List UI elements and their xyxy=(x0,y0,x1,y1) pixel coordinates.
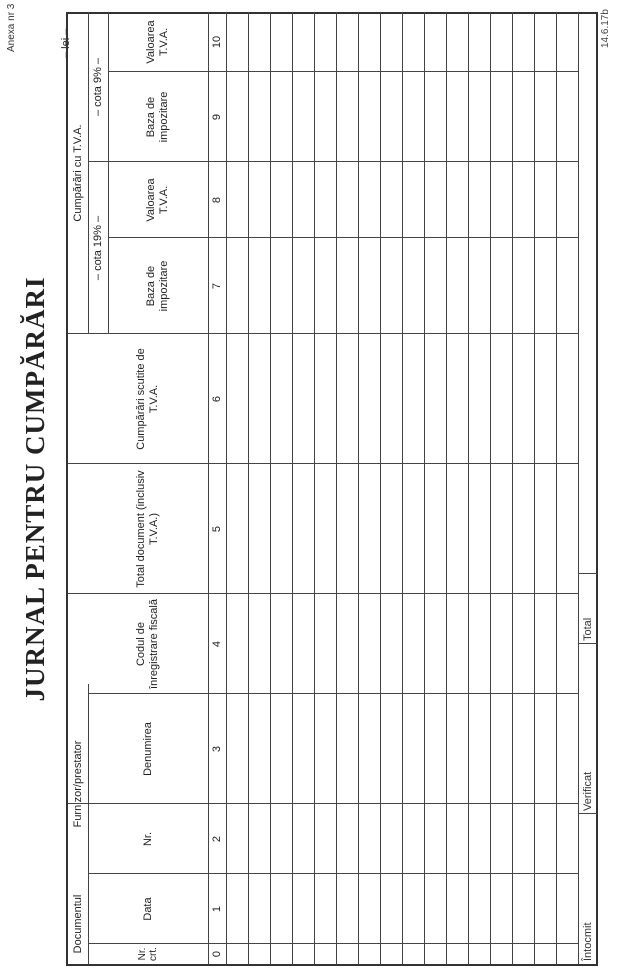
journal-title: JURNAL PENTRU CUMPĂRĂRI xyxy=(20,276,50,702)
column-number-cell: 3 xyxy=(210,745,223,753)
column-line xyxy=(208,463,578,464)
documentul-header: Documentul xyxy=(71,894,84,954)
table-row-line xyxy=(380,12,381,964)
column-line xyxy=(68,463,208,464)
column-number-cell: 9 xyxy=(210,113,223,121)
furnizor-header: Furnizor/prestator xyxy=(71,740,84,828)
column-number-cell: 2 xyxy=(210,835,223,843)
header-divider xyxy=(88,684,89,964)
table-row-line xyxy=(314,12,315,964)
column-line xyxy=(68,803,208,804)
column-line xyxy=(108,237,208,238)
column-number-cell: 6 xyxy=(210,395,223,403)
column-number-cell: 10 xyxy=(210,35,223,49)
column-line xyxy=(88,693,208,694)
form-code: 14.6.17b xyxy=(600,9,611,48)
total-document-header: Total document (inclusiv T.V.A.) xyxy=(135,470,160,588)
column-line xyxy=(208,593,578,594)
denumirea-header: Denumirea xyxy=(141,722,154,776)
table-row-line xyxy=(358,12,359,964)
column-line xyxy=(108,71,208,72)
footer-top-line xyxy=(578,12,579,964)
purchases-table xyxy=(66,12,598,966)
column-number-cell: 5 xyxy=(210,525,223,533)
verificat-label: Verificat xyxy=(581,771,594,811)
column-number-cell: 8 xyxy=(210,196,223,204)
cumparari-scutite-header: Cumpărări scutite de T.V.A. xyxy=(135,348,160,450)
currency-unit: – lei – xyxy=(60,28,72,58)
column-number-cell: 0 xyxy=(210,950,223,958)
table-row-line xyxy=(248,12,249,964)
valoare19-header: Valoarea T.V.A. xyxy=(145,178,170,222)
nr-header: Nr. xyxy=(141,831,154,847)
table-row-line xyxy=(270,12,271,964)
table-row-line xyxy=(424,12,425,964)
column-line xyxy=(208,161,578,162)
header-divider xyxy=(88,12,89,334)
table-row-line xyxy=(292,12,293,964)
valoare9-header: Valoarea T.V.A. xyxy=(145,20,170,64)
number-row-bottom-line xyxy=(226,12,227,964)
header-divider xyxy=(108,12,109,334)
annex-label: Anexa nr 3 xyxy=(6,3,17,52)
column-number-cell: 4 xyxy=(210,640,223,648)
column-number-cell: 1 xyxy=(210,905,223,913)
cod-fiscal-header: Codul de înregistrare fiscală xyxy=(135,599,160,689)
column-line xyxy=(68,333,208,334)
column-line xyxy=(208,943,578,944)
table-row-line xyxy=(490,12,491,964)
column-line xyxy=(208,71,578,72)
intocmit-label: Întocmit xyxy=(581,922,594,961)
column-line xyxy=(208,803,578,804)
column-line xyxy=(208,237,578,238)
header-bottom-line xyxy=(208,12,209,964)
table-row-line xyxy=(402,12,403,964)
table-row-line xyxy=(446,12,447,964)
column-line xyxy=(208,333,578,334)
footer-divider xyxy=(578,573,598,574)
column-line xyxy=(208,693,578,694)
column-line xyxy=(88,873,208,874)
table-row-line xyxy=(468,12,469,964)
table-row-line xyxy=(534,12,535,964)
column-line xyxy=(68,593,208,594)
cota9-header: – cota 9% – xyxy=(91,57,104,117)
cumparari-cu-tva-header: Cumpărări cu T.V.A. xyxy=(71,124,84,222)
data-header: Data xyxy=(141,897,154,921)
nr-crt-header: Nr. crt. xyxy=(136,947,159,961)
column-line xyxy=(88,161,208,162)
table-row-line xyxy=(556,12,557,964)
footer-divider xyxy=(578,643,598,644)
total-label: Total xyxy=(581,617,594,641)
footer-divider xyxy=(578,813,598,814)
cota19-header: – cota 19% – xyxy=(91,215,104,281)
table-row-line xyxy=(336,12,337,964)
column-line xyxy=(88,943,208,944)
baza19-header: Baza de impozitare xyxy=(145,260,170,312)
column-line xyxy=(208,873,578,874)
table-row-line xyxy=(512,12,513,964)
column-number-cell: 7 xyxy=(210,282,223,290)
baza9-header: Baza de impozitare xyxy=(145,91,170,143)
